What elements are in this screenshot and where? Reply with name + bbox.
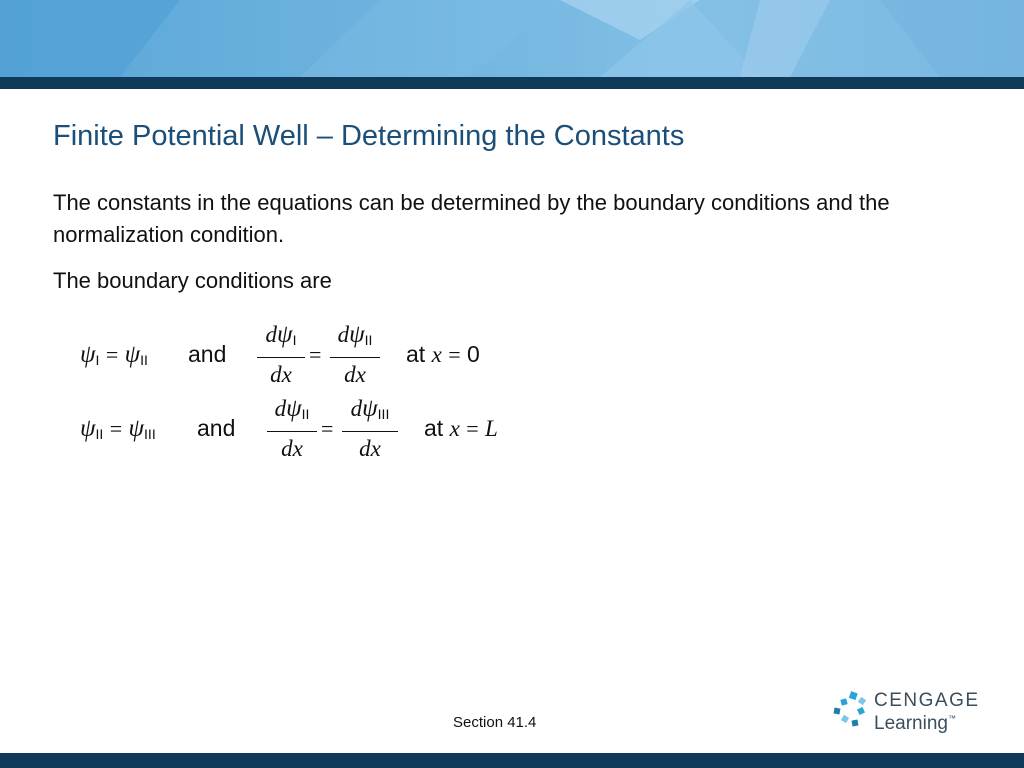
footer-dark-bar (0, 753, 1024, 768)
logo-wordmark-cengage: CENGAGE (874, 690, 980, 711)
fraction-numerator (330, 320, 380, 354)
at-condition-1 (406, 340, 480, 369)
logo-learning-text: Learning (874, 713, 948, 734)
equals-sign: = (321, 416, 334, 441)
fraction-numerator (267, 394, 317, 428)
d-symbol: d (265, 322, 278, 347)
x-variable: x (431, 342, 442, 367)
fraction-bar (342, 431, 398, 432)
equals-sign: = (105, 342, 119, 367)
psi-subscript: III (377, 406, 390, 422)
boundary-value: 0 (467, 341, 480, 367)
psi-symbol: ψ (277, 321, 293, 348)
psi-symbol: ψ (124, 341, 141, 368)
fraction-bar (267, 431, 317, 432)
d-symbol: d (337, 322, 350, 347)
psi-subscript: III (144, 426, 156, 442)
psi-subscript: I (292, 332, 297, 348)
and-word: and (188, 341, 227, 367)
psi-subscript: II (140, 352, 148, 368)
psi-subscript: II (364, 332, 373, 348)
at-word: at (424, 415, 444, 441)
fraction-denominator: dx (281, 436, 303, 461)
and-word: and (197, 415, 236, 441)
at-word: at (406, 341, 426, 367)
derivative-fraction-left (257, 320, 305, 389)
psi-subscript: II (301, 406, 310, 422)
psi-symbol: ψ (80, 415, 96, 442)
fraction-numerator (257, 320, 305, 354)
equals-sign-derivatives (321, 414, 333, 443)
at-condition-2 (424, 414, 498, 443)
psi-continuity-equation-2 (80, 414, 156, 448)
cengage-logo-icon (832, 690, 868, 730)
derivative-fraction-left (267, 394, 317, 463)
fraction-denominator: dx (344, 362, 366, 387)
x-variable: x (449, 416, 460, 441)
psi-symbol: ψ (362, 395, 378, 422)
psi-symbol: ψ (286, 395, 302, 422)
intro-paragraph: The constants in the equations can be determined by the boundary conditions and the normalization condition. (53, 190, 890, 247)
equals-sign: = (109, 416, 123, 441)
equals-sign: = (309, 342, 322, 367)
d-symbol: d (274, 396, 287, 421)
psi-symbol: ψ (128, 415, 145, 442)
equals-sign-derivatives (309, 340, 321, 369)
slide-title: Finite Potential Well – Determining the Constants (53, 120, 685, 152)
derivative-fraction-right (330, 320, 380, 389)
header-dark-bar (0, 77, 1024, 89)
trademark-symbol: ™ (947, 714, 956, 723)
boundary-conditions-paragraph: The boundary conditions are (53, 268, 332, 293)
equals-sign: = (466, 416, 479, 441)
fraction-bar (257, 357, 305, 358)
d-symbol: d (350, 396, 363, 421)
psi-subscript: I (95, 352, 100, 368)
fraction-numerator (342, 394, 398, 428)
cengage-learning-logo (832, 688, 982, 740)
header-banner (0, 0, 1024, 77)
fraction-bar (330, 357, 380, 358)
boundary-value: L (485, 416, 498, 441)
psi-continuity-equation-1 (80, 340, 148, 374)
fraction-denominator: dx (270, 362, 292, 387)
fraction-denominator: dx (359, 436, 381, 461)
psi-subscript: II (95, 426, 104, 442)
derivative-fraction-right (342, 394, 398, 463)
section-label: Section 41.4 (453, 714, 537, 731)
banner-facets-graphic (0, 0, 1024, 77)
psi-symbol: ψ (80, 341, 96, 368)
logo-wordmark-learning (874, 713, 956, 735)
psi-symbol: ψ (349, 321, 365, 348)
equals-sign: = (448, 342, 461, 367)
